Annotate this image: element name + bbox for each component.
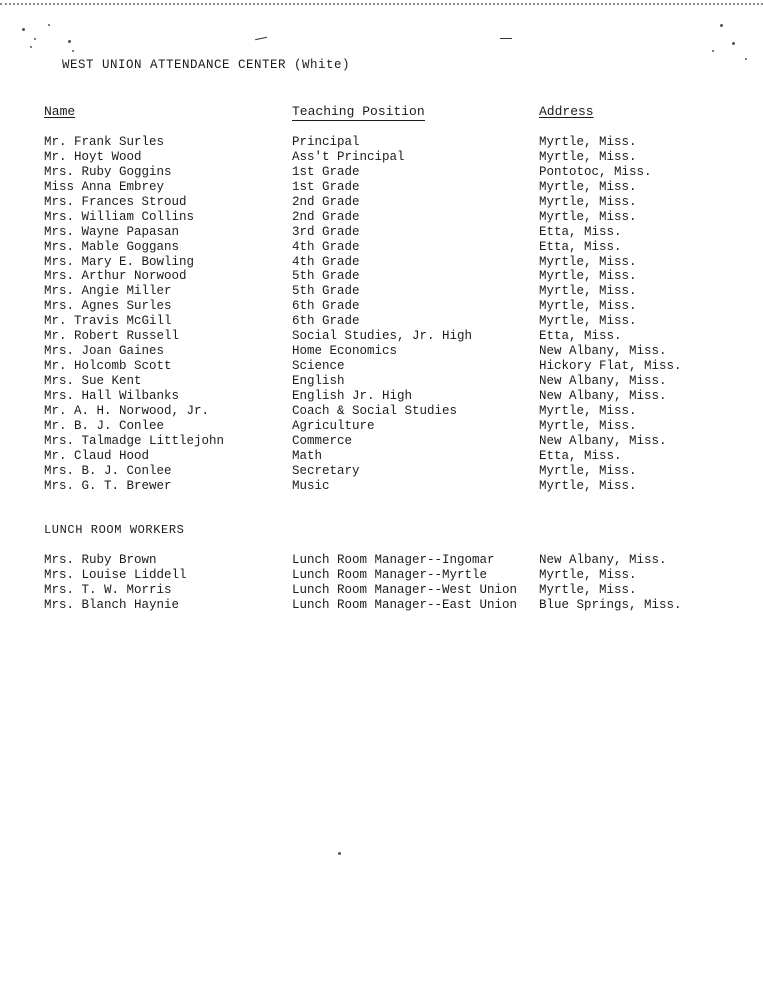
staff-position: Music (292, 478, 330, 493)
staff-name: Mrs. Angie Miller (44, 284, 172, 299)
scan-mark (500, 38, 512, 39)
staff-name: Mrs. Mable Goggans (44, 239, 180, 254)
worker-address: Myrtle, Miss. (539, 582, 637, 597)
scan-speck (34, 38, 36, 40)
staff-row (0, 180, 763, 195)
scan-speck (745, 58, 747, 60)
worker-position: Lunch Room Manager--East Union (292, 597, 518, 612)
staff-list (0, 135, 763, 494)
staff-position: 4th Grade (292, 239, 360, 254)
worker-address: Myrtle, Miss. (539, 567, 637, 582)
staff-position: 5th Grade (292, 284, 360, 299)
staff-address: Myrtle, Miss. (539, 418, 637, 433)
worker-name: Mrs. Ruby Brown (44, 553, 157, 567)
worker-position: Lunch Room Manager--West Union (292, 582, 518, 597)
scan-speck (732, 42, 735, 45)
staff-position: Home Economics (292, 344, 398, 359)
staff-row (0, 240, 763, 255)
staff-name: Mr. Frank Surles (44, 135, 165, 149)
staff-name: Mrs. Frances Stroud (44, 194, 187, 209)
scan-speck (30, 46, 32, 48)
staff-position: Math (292, 448, 323, 463)
staff-position: Coach & Social Studies (292, 403, 458, 418)
staff-position: Principal (292, 135, 360, 149)
staff-address: New Albany, Miss. (539, 388, 667, 403)
staff-position: Secretary (292, 463, 360, 478)
staff-address: Myrtle, Miss. (539, 209, 637, 224)
staff-row (0, 165, 763, 180)
staff-row (0, 479, 763, 494)
staff-address: New Albany, Miss. (539, 433, 667, 448)
staff-address: Myrtle, Miss. (539, 403, 637, 418)
staff-name: Mr. Travis McGill (44, 314, 172, 329)
staff-address: Myrtle, Miss. (539, 478, 637, 493)
staff-name: Mrs. Wayne Papasan (44, 224, 180, 239)
staff-row (0, 225, 763, 240)
staff-name: Mr. Hoyt Wood (44, 149, 142, 164)
staff-position: 6th Grade (292, 299, 360, 314)
worker-position: Lunch Room Manager--Ingomar (292, 553, 495, 567)
staff-name: Mrs. Hall Wilbanks (44, 388, 180, 403)
staff-address: Myrtle, Miss. (539, 299, 637, 314)
staff-address: Myrtle, Miss. (539, 463, 637, 478)
staff-name: Mrs. Ruby Goggins (44, 164, 172, 179)
staff-address: Myrtle, Miss. (539, 314, 637, 329)
staff-name: Mrs. G. T. Brewer (44, 478, 172, 493)
scan-speck (338, 852, 341, 855)
staff-position: 4th Grade (292, 254, 360, 269)
worker-row (0, 568, 763, 583)
staff-position: 2nd Grade (292, 209, 360, 224)
staff-address: Etta, Miss. (539, 329, 622, 344)
lunch-worker-list (0, 553, 763, 613)
worker-name: Mrs. Blanch Haynie (44, 597, 180, 612)
staff-name: Mrs. William Collins (44, 209, 195, 224)
staff-position: Science (292, 359, 345, 374)
staff-row (0, 314, 763, 329)
scan-speck (720, 24, 723, 27)
staff-row (0, 434, 763, 449)
staff-name: Mr. Claud Hood (44, 448, 150, 463)
staff-address: Myrtle, Miss. (539, 194, 637, 209)
scan-speck (72, 50, 74, 52)
lunch-section-title: LUNCH ROOM WORKERS (44, 523, 185, 537)
scan-speck (712, 50, 714, 52)
column-header-name: Name (44, 104, 76, 119)
staff-row (0, 195, 763, 210)
staff-position: 1st Grade (292, 164, 360, 179)
worker-row (0, 553, 763, 568)
staff-position: 2nd Grade (292, 194, 360, 209)
staff-position: 5th Grade (292, 269, 360, 284)
staff-name: Mrs. B. J. Conlee (44, 463, 172, 478)
staff-address: Etta, Miss. (539, 224, 622, 239)
staff-position: English (292, 374, 345, 388)
staff-row (0, 329, 763, 344)
staff-row (0, 150, 763, 165)
scan-speck (48, 24, 50, 26)
staff-row (0, 135, 763, 150)
staff-address: Myrtle, Miss. (539, 254, 637, 269)
staff-row (0, 419, 763, 434)
staff-position: Agriculture (292, 418, 375, 433)
staff-address: Etta, Miss. (539, 239, 622, 254)
column-header-position: Teaching Position (292, 104, 425, 119)
staff-row (0, 299, 763, 314)
column-header-address: Address (539, 104, 594, 119)
staff-name: Mrs. Joan Gaines (44, 344, 165, 359)
staff-address: Myrtle, Miss. (539, 179, 637, 194)
scan-speck (68, 40, 71, 43)
staff-name: Mr. B. J. Conlee (44, 418, 165, 433)
scan-speck (22, 28, 25, 31)
staff-position: Commerce (292, 433, 353, 448)
worker-address: New Albany, Miss. (539, 553, 667, 567)
worker-row (0, 598, 763, 613)
worker-address: Blue Springs, Miss. (539, 597, 682, 612)
staff-row (0, 464, 763, 479)
staff-row (0, 404, 763, 419)
staff-position: 3rd Grade (292, 224, 360, 239)
staff-position: 1st Grade (292, 179, 360, 194)
staff-address: Myrtle, Miss. (539, 149, 637, 164)
staff-position: English Jr. High (292, 388, 413, 403)
staff-name: Mr. Robert Russell (44, 329, 180, 344)
staff-row (0, 255, 763, 270)
staff-address: New Albany, Miss. (539, 344, 667, 359)
document-title: WEST UNION ATTENDANCE CENTER (White) (62, 58, 351, 72)
staff-name: Miss Anna Embrey (44, 179, 165, 194)
worker-name: Mrs. Louise Liddell (44, 567, 187, 582)
staff-address: Myrtle, Miss. (539, 269, 637, 284)
staff-address: Pontotoc, Miss. (539, 164, 652, 179)
staff-position: Ass't Principal (292, 149, 405, 164)
staff-row (0, 374, 763, 389)
staff-address: New Albany, Miss. (539, 374, 667, 388)
staff-row (0, 269, 763, 284)
staff-position: Social Studies, Jr. High (292, 329, 473, 344)
worker-row (0, 583, 763, 598)
staff-row (0, 449, 763, 464)
staff-row (0, 359, 763, 374)
staff-row (0, 344, 763, 359)
staff-address: Hickory Flat, Miss. (539, 359, 682, 374)
worker-name: Mrs. T. W. Morris (44, 582, 172, 597)
staff-row (0, 284, 763, 299)
scan-edge-line (0, 3, 763, 5)
scan-mark (255, 37, 267, 40)
staff-address: Myrtle, Miss. (539, 284, 637, 299)
staff-row (0, 389, 763, 404)
staff-name: Mrs. Mary E. Bowling (44, 254, 195, 269)
staff-name: Mr. Holcomb Scott (44, 359, 172, 374)
staff-name: Mrs. Sue Kent (44, 374, 142, 388)
staff-row (0, 210, 763, 225)
staff-name: Mrs. Arthur Norwood (44, 269, 187, 284)
staff-name: Mrs. Agnes Surles (44, 299, 172, 314)
staff-name: Mrs. Talmadge Littlejohn (44, 433, 225, 448)
staff-address: Etta, Miss. (539, 448, 622, 463)
staff-position: 6th Grade (292, 314, 360, 329)
staff-address: Myrtle, Miss. (539, 135, 637, 149)
staff-name: Mr. A. H. Norwood, Jr. (44, 403, 210, 418)
worker-position: Lunch Room Manager--Myrtle (292, 567, 488, 582)
